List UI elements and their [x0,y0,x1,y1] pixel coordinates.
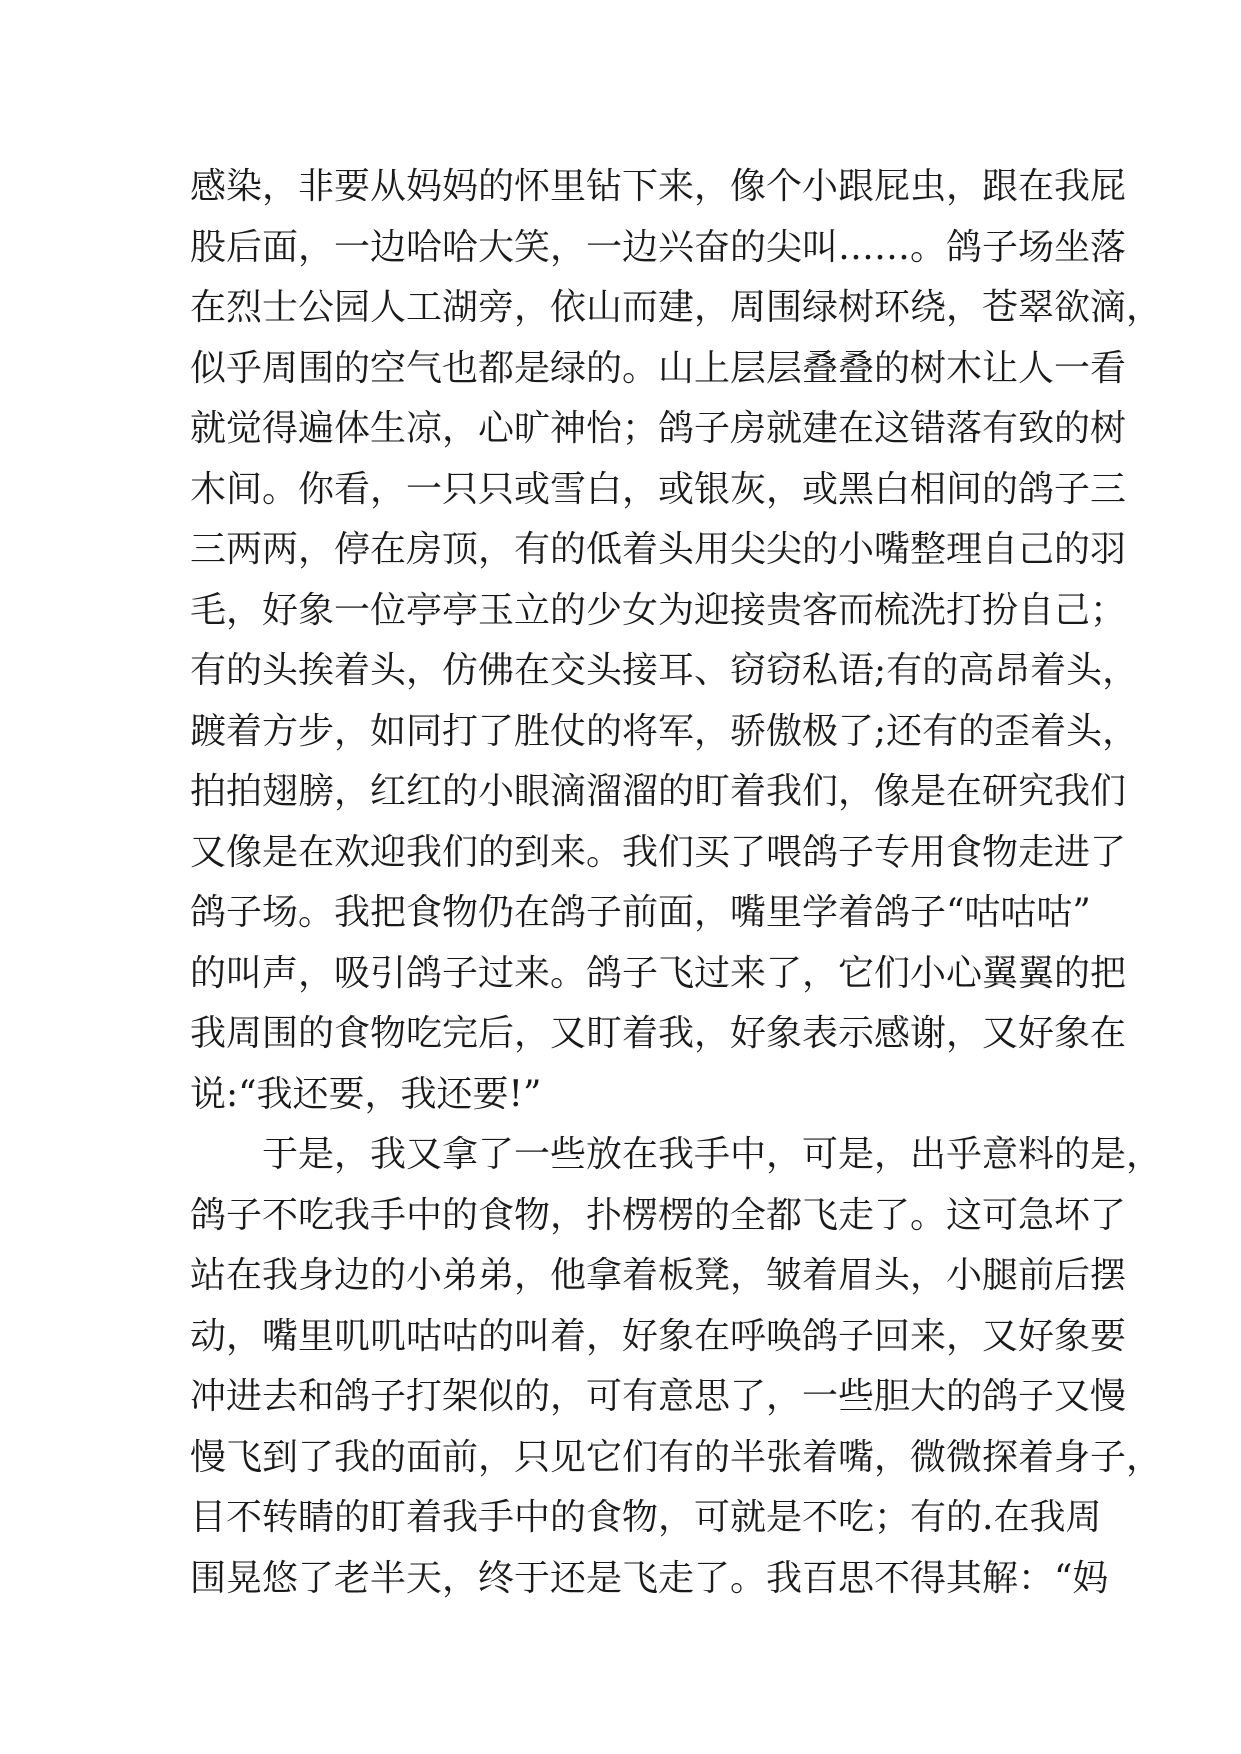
text-line: 感染，非要从妈妈的怀里钻下来，像个小跟屁虫，跟在我屁 [190,166,1127,207]
text-line: 股后面，一边哈哈大笑，一边兴奋的尖叫……。鸽子场坐落 [190,226,1127,268]
text-line: 就觉得遍体生凉，心旷神怡；鸽子房就建在这错落有致的树 [190,408,1127,449]
text-line: 围晃悠了老半天，终于还是飞走了。我百思不得其解：“妈 [190,1557,1109,1599]
text-line: 我周围的食物吃完后，又盯着我，好象表示感谢，又好象在 [190,1013,1127,1054]
text-line: 动，嘴里叽叽咕咕的叫着，好象在呼唤鸽子回来，又好象要 [190,1315,1127,1357]
paragraph-start-line: 于是，我又拿了一些放在我手中，可是，出乎意料的是， [262,1134,1163,1175]
text-line: 冲进去和鸽子打架似的，可有意思了，一些胆大的鸽子又慢 [190,1376,1127,1417]
text-line: 慢飞到了我的面前，只见它们有的半张着嘴，微微探着身子， [190,1436,1163,1478]
text-line: 拍拍翅膀，红红的小眼滴溜溜的盯着我们，像是在研究我们 [190,771,1127,812]
text-line: 木间。你看，一只只或雪白，或银灰，或黑白相间的鸽子三 [190,468,1127,510]
text-line: 似乎周围的空气也都是绿的。山上层层叠叠的树木让人一看 [190,347,1127,389]
text-line: 目不转睛的盯着我手中的食物，可就是不吃；有的.在我周 [190,1497,1102,1538]
paragraph-end-line: 说:“我还要，我还要!” [190,1073,542,1115]
text-line: 有的头挨着头，仿佛在交头接耳、窃窃私语;有的高昂着头， [190,650,1139,691]
text-line: 毛，好象一位亭亭玉立的少女为迎接贵客而梳洗打扮自己； [190,589,1127,631]
article-body [190,157,1163,1609]
text-line: 的叫声，吸引鸽子过来。鸽子飞过来了，它们小心翼翼的把 [190,952,1127,994]
text-line: 三两两，停在房顶，有的低着头用尖尖的小嘴整理自己的羽 [190,529,1127,570]
text-line: 在烈士公园人工湖旁，依山而建，周围绿树环绕，苍翠欲滴， [190,287,1163,328]
text-line: 踱着方步，如同打了胜仗的将军，骄傲极了;还有的歪着头， [190,710,1139,752]
text-line: 鸽子场。我把食物仍在鸽子前面，嘴里学着鸽子“咕咕咕” [190,892,1091,933]
text-line: 站在我身边的小弟弟，他拿着板凳，皱着眉头，小腿前后摆 [190,1255,1127,1296]
text-line: 又像是在欢迎我们的到来。我们买了喂鸽子专用食物走进了 [190,831,1127,873]
text-line: 鸽子不吃我手中的食物，扑楞楞的全都飞走了。这可急坏了 [190,1194,1127,1236]
